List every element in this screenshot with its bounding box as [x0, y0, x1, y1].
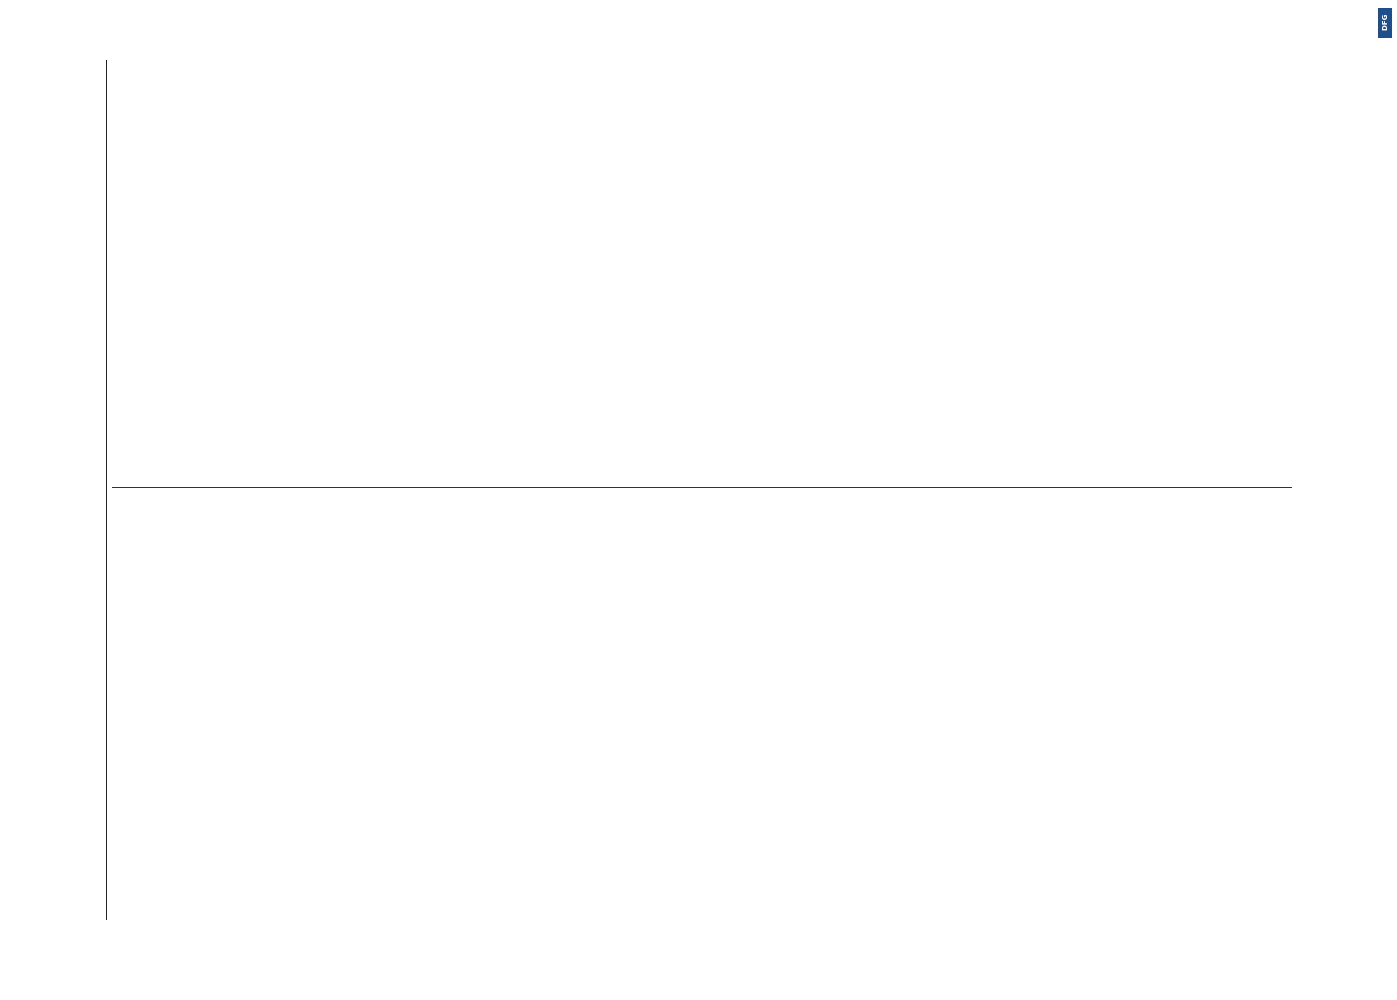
- digitization-stamp: [1340, 10, 1380, 990]
- page-header: [78, 60, 118, 920]
- dfg-logo: DFG: [1378, 8, 1392, 38]
- column-divider: [112, 487, 1292, 488]
- left-column: [118, 525, 1268, 920]
- right-column: [118, 70, 1268, 465]
- header-divider: [106, 60, 107, 920]
